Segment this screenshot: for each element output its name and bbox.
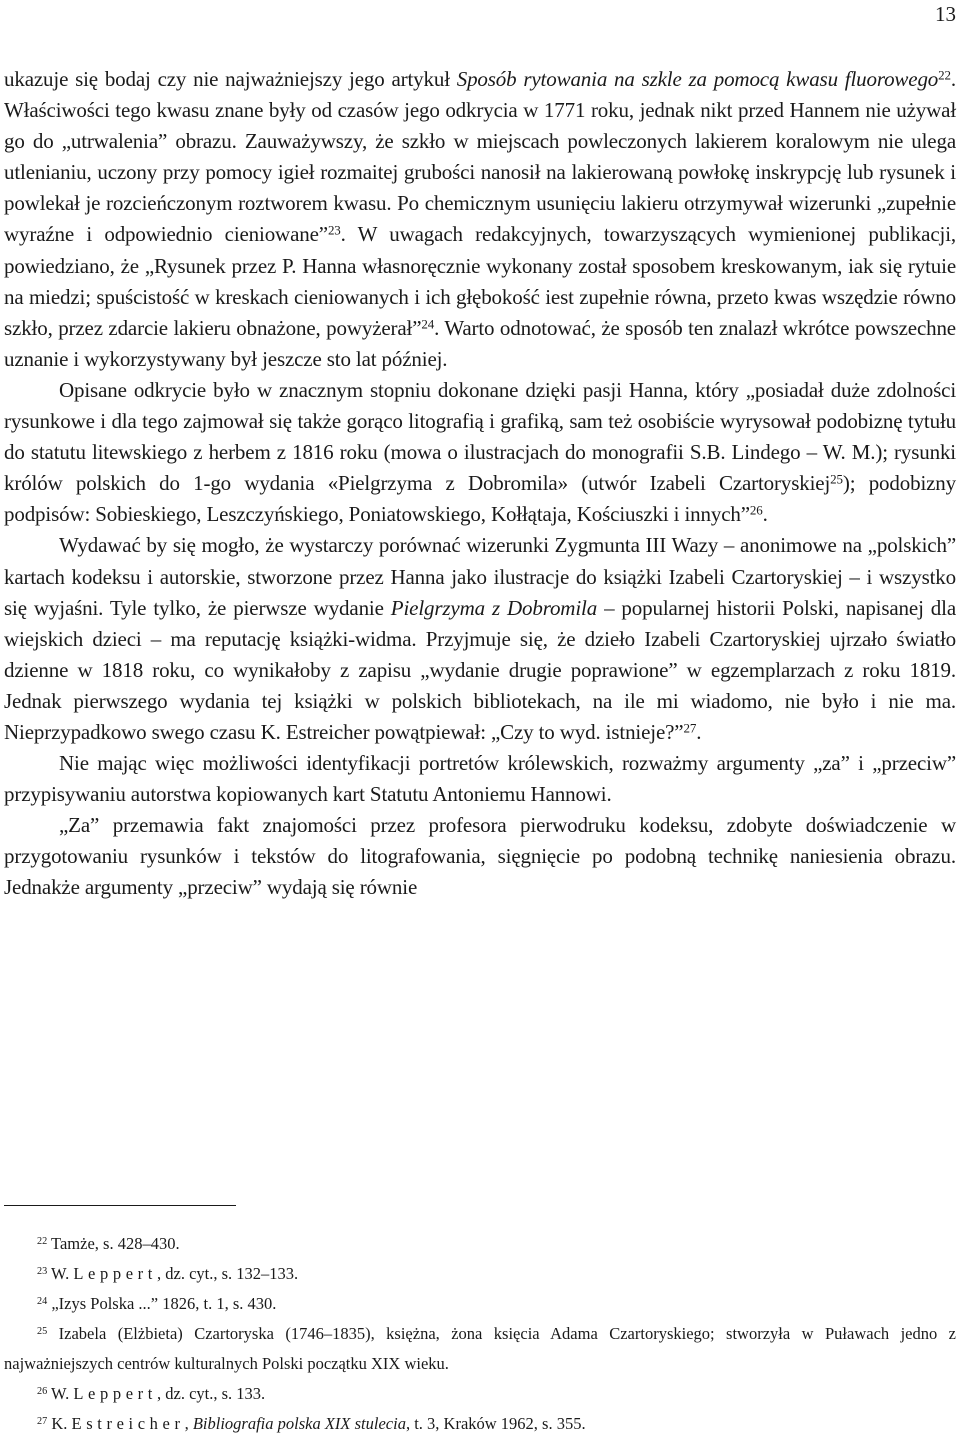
footnote-ref: 23 [327, 222, 341, 238]
text-run: , [184, 1414, 193, 1433]
footnote-26 [4, 1379, 956, 1409]
footnotes [4, 1229, 956, 1439]
text-run: , dz. cyt., s. 133. [157, 1384, 266, 1403]
footnote-ref: 25 [830, 471, 843, 487]
text-run: „Za” przemawia fakt znajomości przez profesora pierwodruku kodeksu, zdobyte doświadczenie w przygotowaniu rysunków i tekstów do litografowania, sięgnięcie po podobną technikę naniesienia obrazu. Jednakże argumenty „przeciw” wydają się równie [4, 813, 956, 900]
italic-text: Bibliografia polska XIX stulecia [192, 1414, 406, 1433]
text-run: W. [47, 1264, 74, 1283]
text-run: . Właściwości tego kwasu znane były od czasów jego odkrycia w 1771 roku, jednak nikt przed Hannem nie używał go do „utrwalenia” obrazu. Zauważywszy, że szkło w miejscach powleczonych lakierem koralowym nie ulega utlenianiu, uczony przy pomocy igieł rozmaitej grubości nanosił na lakierowaną powłokę inskrypcję lub rysunek i powlekał je rozcieńczonym roztworem kwasu. Po chemicznym usunięciu lakieru otrzymywał wizerunki „zupełnie wyraźne i odpowiednio cieniowane” [4, 67, 956, 247]
footnote-ref: 23 [37, 1265, 48, 1277]
italic-text: Pielgrzyma z Dobromila [390, 595, 598, 620]
text-run: Opisane odkrycie było w znacznym stopniu dokonane dzięki pasji Hanna, który „posiadał duże zdolności rysunkowe i dla tego zajmował się także gorąco litografią i grafiką, sam też osobiście wyrysował podobiznę tytułu do statutu litewskiego z herbem z 1816 roku (mowa o ilustracjach do monografii S.B. Lindego – W. M.); rysunki królów polskich do 1-go wydania «Pielgrzyma z Dobromila» (utwór Izabeli Czartoryskiej [4, 377, 956, 496]
text-run: . [696, 719, 702, 744]
text-run: Izabela (Elżbieta) Czartoryska (1746–1835), księżna, żona księcia Adama Czartoryskiego; stworzyła w Puławach jedno z najważniejszych centrów kulturalnych Polski początku XIX wieku. [4, 1324, 956, 1373]
text-run: , t. 3, Kraków 1962, s. 355. [405, 1414, 586, 1433]
footnote-ref: 25 [37, 1325, 48, 1337]
footnote-22 [4, 1229, 956, 1259]
footnote-24 [4, 1289, 956, 1319]
footnote-ref: 24 [421, 316, 435, 332]
italic-text: Sposób rytowania na szkle za pomocą kwasu fluorowego [456, 67, 939, 91]
text-run: . [762, 502, 768, 527]
spaced-author-name: Leppert [73, 1264, 158, 1283]
paragraph-1 [4, 64, 956, 375]
spaced-author-name: Estreicher [71, 1414, 185, 1433]
text-run: K. [47, 1414, 72, 1433]
text-run: . W uwagach redakcyjnych, towarzyszących wymienionej publikacji, powiedziano, że „Rysunek przez P. Hanna własnoręcznie wykonany został sposobem kreskowanym, iak się rytuie na miedzi; spuścistość w kreskach cieniowanych i ich głębokość iest zupełnie równa, przeto kwas wszędzie równo szkło, przez zdarcie lakieru obnażone, powyżerał” [4, 222, 956, 340]
text-run: ); podobizny podpisów: Sobieskiego, Leszczyńskiego, Poniatowskiego, Kołłątaja, Kościuszki i innych” [4, 471, 956, 527]
footnote-separator [4, 1205, 236, 1206]
body-text [4, 64, 956, 904]
footnote-23 [4, 1259, 956, 1289]
footnote-ref: 27 [37, 1415, 48, 1427]
footnote-ref: 27 [683, 720, 697, 736]
text-run: „Izys Polska ...” 1826, t. 1, s. 430. [47, 1294, 277, 1313]
spaced-author-name: Leppert [73, 1384, 158, 1403]
paragraph-2 [4, 375, 956, 530]
text-run: Wydawać by się mogło, że wystarczy porównać wizerunki Zygmunta III Wazy – anonimowe na „polskich” kartach kodeksu i autorskie, stworzone przez Hanna jako ilustracje do książki Izabeli Czartoryskiej – i wszystko się wyjaśni. Tyle tylko, że pierwsze wydanie [4, 533, 956, 620]
footnote-27 [4, 1409, 956, 1439]
text-run: Nie mając więc możliwości identyfikacji portretów królewskich, rozważmy argumenty „za” i „przeciw” przypisywaniu autorstwa kopiowanych kart Statutu Antoniemu Hannowi. [4, 751, 956, 807]
text-run: Tamże, s. 428–430. [47, 1234, 180, 1253]
paragraph-5 [4, 810, 956, 903]
text-run: – popularnej historii Polski, napisanej dla wiejskich dzieci – ma reputację książki-widma. Przyjmuje się, że dzieło Izabeli Czartoryskiej ujrzało światło dzienne w 1818 roku, co wynikałoby z zapisu „wydanie drugie poprawione” w egzemplarzach z roku 1819. Jednak pierwszego wydania tej książki w polskich bibliotekach, na ile mi wiadomo, nie było i nie ma. Nieprzypadkowo swego czasu K. Estreicher powątpiewał: „Czy to wyd. istnieje?” [4, 595, 956, 744]
page-number: 13 [935, 2, 956, 26]
text-run: ukazuje się bodaj czy nie najważniejszy jego artykuł [4, 67, 457, 91]
text-run: , dz. cyt., s. 132–133. [157, 1264, 299, 1283]
footnote-ref: 22 [938, 67, 951, 83]
footnote-ref: 26 [37, 1385, 48, 1397]
footnote-ref: 22 [37, 1235, 48, 1247]
text-run: . Warto odnotować, że sposób ten znalazł wkrótce powszechne uznanie i wykorzystywany był jeszcze sto lat później. [4, 315, 956, 371]
paragraph-4 [4, 748, 956, 810]
text-run: W. [47, 1384, 74, 1403]
footnote-25 [4, 1319, 956, 1379]
footnote-ref: 26 [749, 502, 763, 518]
paragraph-3 [4, 530, 956, 748]
footnote-ref: 24 [37, 1295, 48, 1307]
